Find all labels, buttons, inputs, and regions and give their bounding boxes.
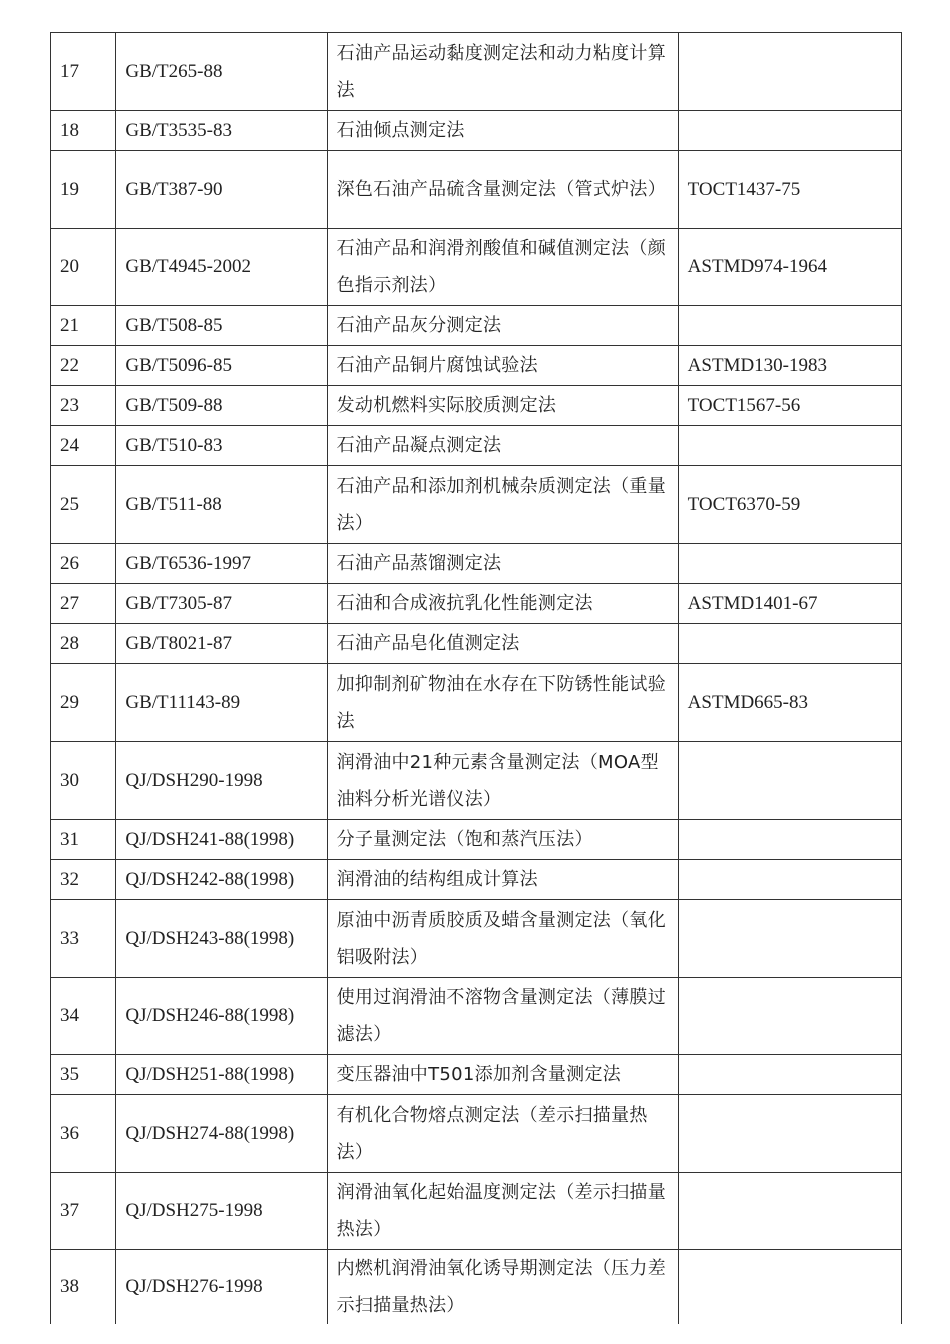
- row-number-cell: 24: [51, 426, 116, 466]
- reference-standard-cell: [678, 33, 901, 111]
- standard-code-cell: GB/T508-85: [116, 306, 327, 346]
- standard-code-cell: QJ/DSH290-1998: [116, 742, 327, 820]
- method-name-cell: 石油产品铜片腐蚀试验法: [327, 346, 678, 386]
- reference-standard-cell: [678, 978, 901, 1055]
- standard-code-cell: GB/T3535-83: [116, 111, 327, 151]
- method-name-cell: 变压器油中T501添加剂含量测定法: [327, 1055, 678, 1095]
- table-row: [51, 742, 902, 820]
- row-number-cell: 32: [51, 860, 116, 900]
- standard-code-cell: QJ/DSH251-88(1998): [116, 1055, 327, 1095]
- method-name-cell: 石油和合成液抗乳化性能测定法: [327, 584, 678, 624]
- row-number-cell: 22: [51, 346, 116, 386]
- table-row: [51, 466, 902, 544]
- reference-standard-cell: [678, 1173, 901, 1250]
- reference-standard-cell: ASTMD130-1983: [678, 346, 901, 386]
- row-number-cell: 36: [51, 1095, 116, 1173]
- row-number-cell: 25: [51, 466, 116, 544]
- method-name-cell: 石油产品皂化值测定法: [327, 624, 678, 664]
- standard-code-cell: GB/T511-88: [116, 466, 327, 544]
- table-row: [51, 820, 902, 860]
- method-name-cell: 石油产品凝点测定法: [327, 426, 678, 466]
- standard-code-cell: QJ/DSH246-88(1998): [116, 978, 327, 1055]
- table-row: [51, 151, 902, 229]
- reference-standard-cell: [678, 624, 901, 664]
- row-number-cell: 29: [51, 664, 116, 742]
- table-row: [51, 33, 902, 111]
- standard-code-cell: GB/T509-88: [116, 386, 327, 426]
- row-number-cell: 20: [51, 229, 116, 306]
- method-name-cell: 润滑油氧化起始温度测定法（差示扫描量热法）: [327, 1173, 678, 1250]
- table-row: [51, 900, 902, 978]
- reference-standard-cell: TOCT6370-59: [678, 466, 901, 544]
- reference-standard-cell: [678, 742, 901, 820]
- row-number-cell: 23: [51, 386, 116, 426]
- method-name-cell: 加抑制剂矿物油在水存在下防锈性能试验法: [327, 664, 678, 742]
- row-number-cell: 26: [51, 544, 116, 584]
- method-name-cell: 石油产品和添加剂机械杂质测定法（重量法）: [327, 466, 678, 544]
- method-name-cell: 发动机燃料实际胶质测定法: [327, 386, 678, 426]
- method-name-cell: 石油倾点测定法: [327, 111, 678, 151]
- table-row: [51, 978, 902, 1055]
- row-number-cell: 28: [51, 624, 116, 664]
- method-name-cell: 润滑油中21种元素含量测定法（MOA型油料分析光谱仪法）: [327, 742, 678, 820]
- row-number-cell: 34: [51, 978, 116, 1055]
- row-number-cell: 33: [51, 900, 116, 978]
- row-number-cell: 38: [51, 1250, 116, 1325]
- standard-code-cell: GB/T4945-2002: [116, 229, 327, 306]
- standard-code-cell: GB/T510-83: [116, 426, 327, 466]
- standard-code-cell: QJ/DSH274-88(1998): [116, 1095, 327, 1173]
- row-number-cell: 27: [51, 584, 116, 624]
- reference-standard-cell: ASTMD974-1964: [678, 229, 901, 306]
- table-row: [51, 544, 902, 584]
- reference-standard-cell: [678, 1055, 901, 1095]
- row-number-cell: 37: [51, 1173, 116, 1250]
- table-row: [51, 1055, 902, 1095]
- standard-code-cell: QJ/DSH242-88(1998): [116, 860, 327, 900]
- table-row: [51, 664, 902, 742]
- standard-code-cell: GB/T265-88: [116, 33, 327, 111]
- table-row: [51, 229, 902, 306]
- method-name-cell: 原油中沥青质胶质及蜡含量测定法（氧化铝吸附法）: [327, 900, 678, 978]
- row-number-cell: 30: [51, 742, 116, 820]
- table-row: [51, 584, 902, 624]
- table-row: [51, 386, 902, 426]
- table-row: [51, 346, 902, 386]
- reference-standard-cell: TOCT1437-75: [678, 151, 901, 229]
- standard-code-cell: GB/T8021-87: [116, 624, 327, 664]
- method-name-cell: 石油产品灰分测定法: [327, 306, 678, 346]
- table-row: [51, 860, 902, 900]
- row-number-cell: 17: [51, 33, 116, 111]
- table-row: [51, 1250, 902, 1325]
- table-row: [51, 306, 902, 346]
- standard-code-cell: QJ/DSH275-1998: [116, 1173, 327, 1250]
- method-name-cell: 有机化合物熔点测定法（差示扫描量热法）: [327, 1095, 678, 1173]
- standards-table: [50, 32, 902, 1324]
- standard-code-cell: GB/T7305-87: [116, 584, 327, 624]
- table-row: [51, 111, 902, 151]
- row-number-cell: 18: [51, 111, 116, 151]
- method-name-cell: 分子量测定法（饱和蒸汽压法）: [327, 820, 678, 860]
- reference-standard-cell: [678, 1250, 901, 1325]
- reference-standard-cell: [678, 111, 901, 151]
- standards-table-body: [51, 33, 902, 1325]
- standard-code-cell: QJ/DSH276-1998: [116, 1250, 327, 1325]
- row-number-cell: 31: [51, 820, 116, 860]
- row-number-cell: 21: [51, 306, 116, 346]
- table-row: [51, 624, 902, 664]
- standard-code-cell: GB/T387-90: [116, 151, 327, 229]
- method-name-cell: 润滑油的结构组成计算法: [327, 860, 678, 900]
- reference-standard-cell: [678, 1095, 901, 1173]
- reference-standard-cell: ASTMD1401-67: [678, 584, 901, 624]
- table-row: [51, 1095, 902, 1173]
- table-row: [51, 1173, 902, 1250]
- standard-code-cell: GB/T5096-85: [116, 346, 327, 386]
- row-number-cell: 19: [51, 151, 116, 229]
- reference-standard-cell: TOCT1567-56: [678, 386, 901, 426]
- reference-standard-cell: [678, 426, 901, 466]
- standard-code-cell: QJ/DSH243-88(1998): [116, 900, 327, 978]
- table-row: [51, 426, 902, 466]
- method-name-cell: 深色石油产品硫含量测定法（管式炉法）: [327, 151, 678, 229]
- standard-code-cell: GB/T11143-89: [116, 664, 327, 742]
- standard-code-cell: QJ/DSH241-88(1998): [116, 820, 327, 860]
- method-name-cell: 使用过润滑油不溶物含量测定法（薄膜过滤法）: [327, 978, 678, 1055]
- method-name-cell: 石油产品运动黏度测定法和动力粘度计算法: [327, 33, 678, 111]
- reference-standard-cell: [678, 900, 901, 978]
- reference-standard-cell: ASTMD665-83: [678, 664, 901, 742]
- standard-code-cell: GB/T6536-1997: [116, 544, 327, 584]
- method-name-cell: 石油产品和润滑剂酸值和碱值测定法（颜色指示剂法）: [327, 229, 678, 306]
- method-name-cell: 内燃机润滑油氧化诱导期测定法（压力差示扫描量热法）: [327, 1250, 678, 1325]
- row-number-cell: 35: [51, 1055, 116, 1095]
- method-name-cell: 石油产品蒸馏测定法: [327, 544, 678, 584]
- reference-standard-cell: [678, 820, 901, 860]
- reference-standard-cell: [678, 544, 901, 584]
- reference-standard-cell: [678, 860, 901, 900]
- reference-standard-cell: [678, 306, 901, 346]
